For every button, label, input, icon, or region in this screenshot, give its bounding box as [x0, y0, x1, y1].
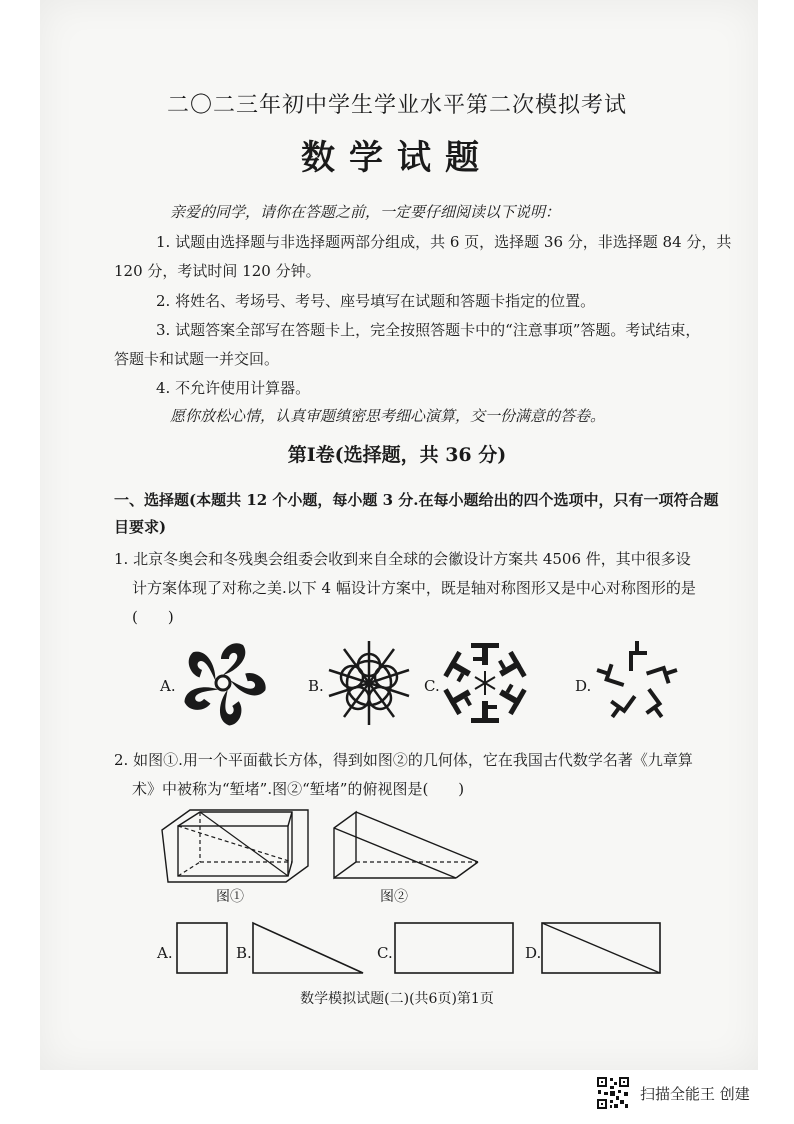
instruction-3-line-2: 答题卡和试题一并交回。: [114, 350, 280, 368]
instructions-greeting: 亲爱的同学，请你在答题之前，一定要仔细阅读以下说明：: [170, 203, 561, 221]
q1-option-b-label: B.: [308, 677, 324, 695]
instruction-1-line-1: 1. 试题由选择题与非选择题两部分组成，共 6 页，选择题 36 分，非选择题 84 分，共: [156, 233, 732, 251]
figure-1-caption: 图①: [216, 889, 244, 905]
q1-option-d-emblem-icon: [594, 640, 680, 726]
q2-option-c-label: C.: [377, 944, 393, 962]
qr-code-icon: [596, 1076, 630, 1110]
section-1-heading-line-1: 一、选择题(本题共 12 个小题，每小题 3 分.在每小题给出的四个选项中，只有一项符合题: [114, 491, 719, 509]
figure-2-prism-diagram: [330, 810, 480, 880]
part-1-title: 第Ⅰ卷(选择题，共 36 分): [287, 444, 507, 466]
instruction-3-line-1: 3. 试题答案全部写在答题卡上，完全按照答题卡中的“注意事项”答题。考试结束，: [156, 321, 701, 339]
q1-option-c-snowflake-icon: [442, 640, 528, 726]
q1-option-b-emblem-icon: [326, 640, 412, 726]
scanner-watermark-text: 扫描全能王 创建: [640, 1084, 750, 1103]
question-1-answer-bracket: ( ): [132, 608, 174, 626]
q2-option-a-label: A.: [157, 944, 173, 962]
page-footer: 数学模拟试题(二)(共6页)第1页: [300, 991, 494, 1007]
subject-title: 数学试题: [301, 138, 493, 178]
section-1-heading-line-2: 目要求): [114, 518, 167, 536]
scanner-watermark: [596, 1076, 750, 1110]
instruction-2: 2. 将姓名、考场号、考号、座号填写在试题和答题卡指定的位置。: [156, 292, 596, 310]
question-2-line-2: 术》中被称为“堑堵”.图②“堑堵”的俯视图是( ): [132, 780, 465, 798]
instruction-4: 4. 不允许使用计算器。: [156, 379, 311, 397]
q1-option-a-label: A.: [160, 677, 176, 695]
question-1-line-2: 计方案体现了对称之美.以下 4 幅设计方案中，既是轴对称图形又是中心对称图形的是: [132, 579, 696, 597]
q1-option-d-label: D.: [575, 677, 592, 695]
figure-2-caption: 图②: [380, 889, 408, 905]
instruction-1-line-2: 120 分，考试时间 120 分钟。: [114, 262, 321, 280]
q2-option-a-square-view: [176, 922, 228, 974]
q1-option-a-emblem-icon: [180, 640, 266, 726]
q2-option-d-rectangle-diagonal-view: [541, 922, 661, 974]
instructions-closing: 愿你放松心情，认真审题缜密思考细心演算，交一份满意的答卷。: [170, 407, 606, 425]
q1-option-c-label: C.: [424, 677, 440, 695]
q2-option-b-label: B.: [236, 944, 252, 962]
q2-option-b-triangle-view: [252, 922, 364, 974]
exam-title: 二〇二三年初中学生学业水平第二次模拟考试: [166, 93, 627, 118]
question-2-line-1: 2. 如图①.用一个平面截长方体，得到如图②的几何体，它在我国古代数学名著《九章算: [114, 751, 693, 769]
figure-1-cuboid-diagram: [160, 808, 310, 882]
question-1-line-1: 1. 北京冬奥会和冬残奥会组委会收到来自全球的会徽设计方案共 4506 件，其中很多设: [114, 550, 691, 568]
q2-option-c-rectangle-view: [394, 922, 514, 974]
q2-option-d-label: D.: [525, 944, 542, 962]
